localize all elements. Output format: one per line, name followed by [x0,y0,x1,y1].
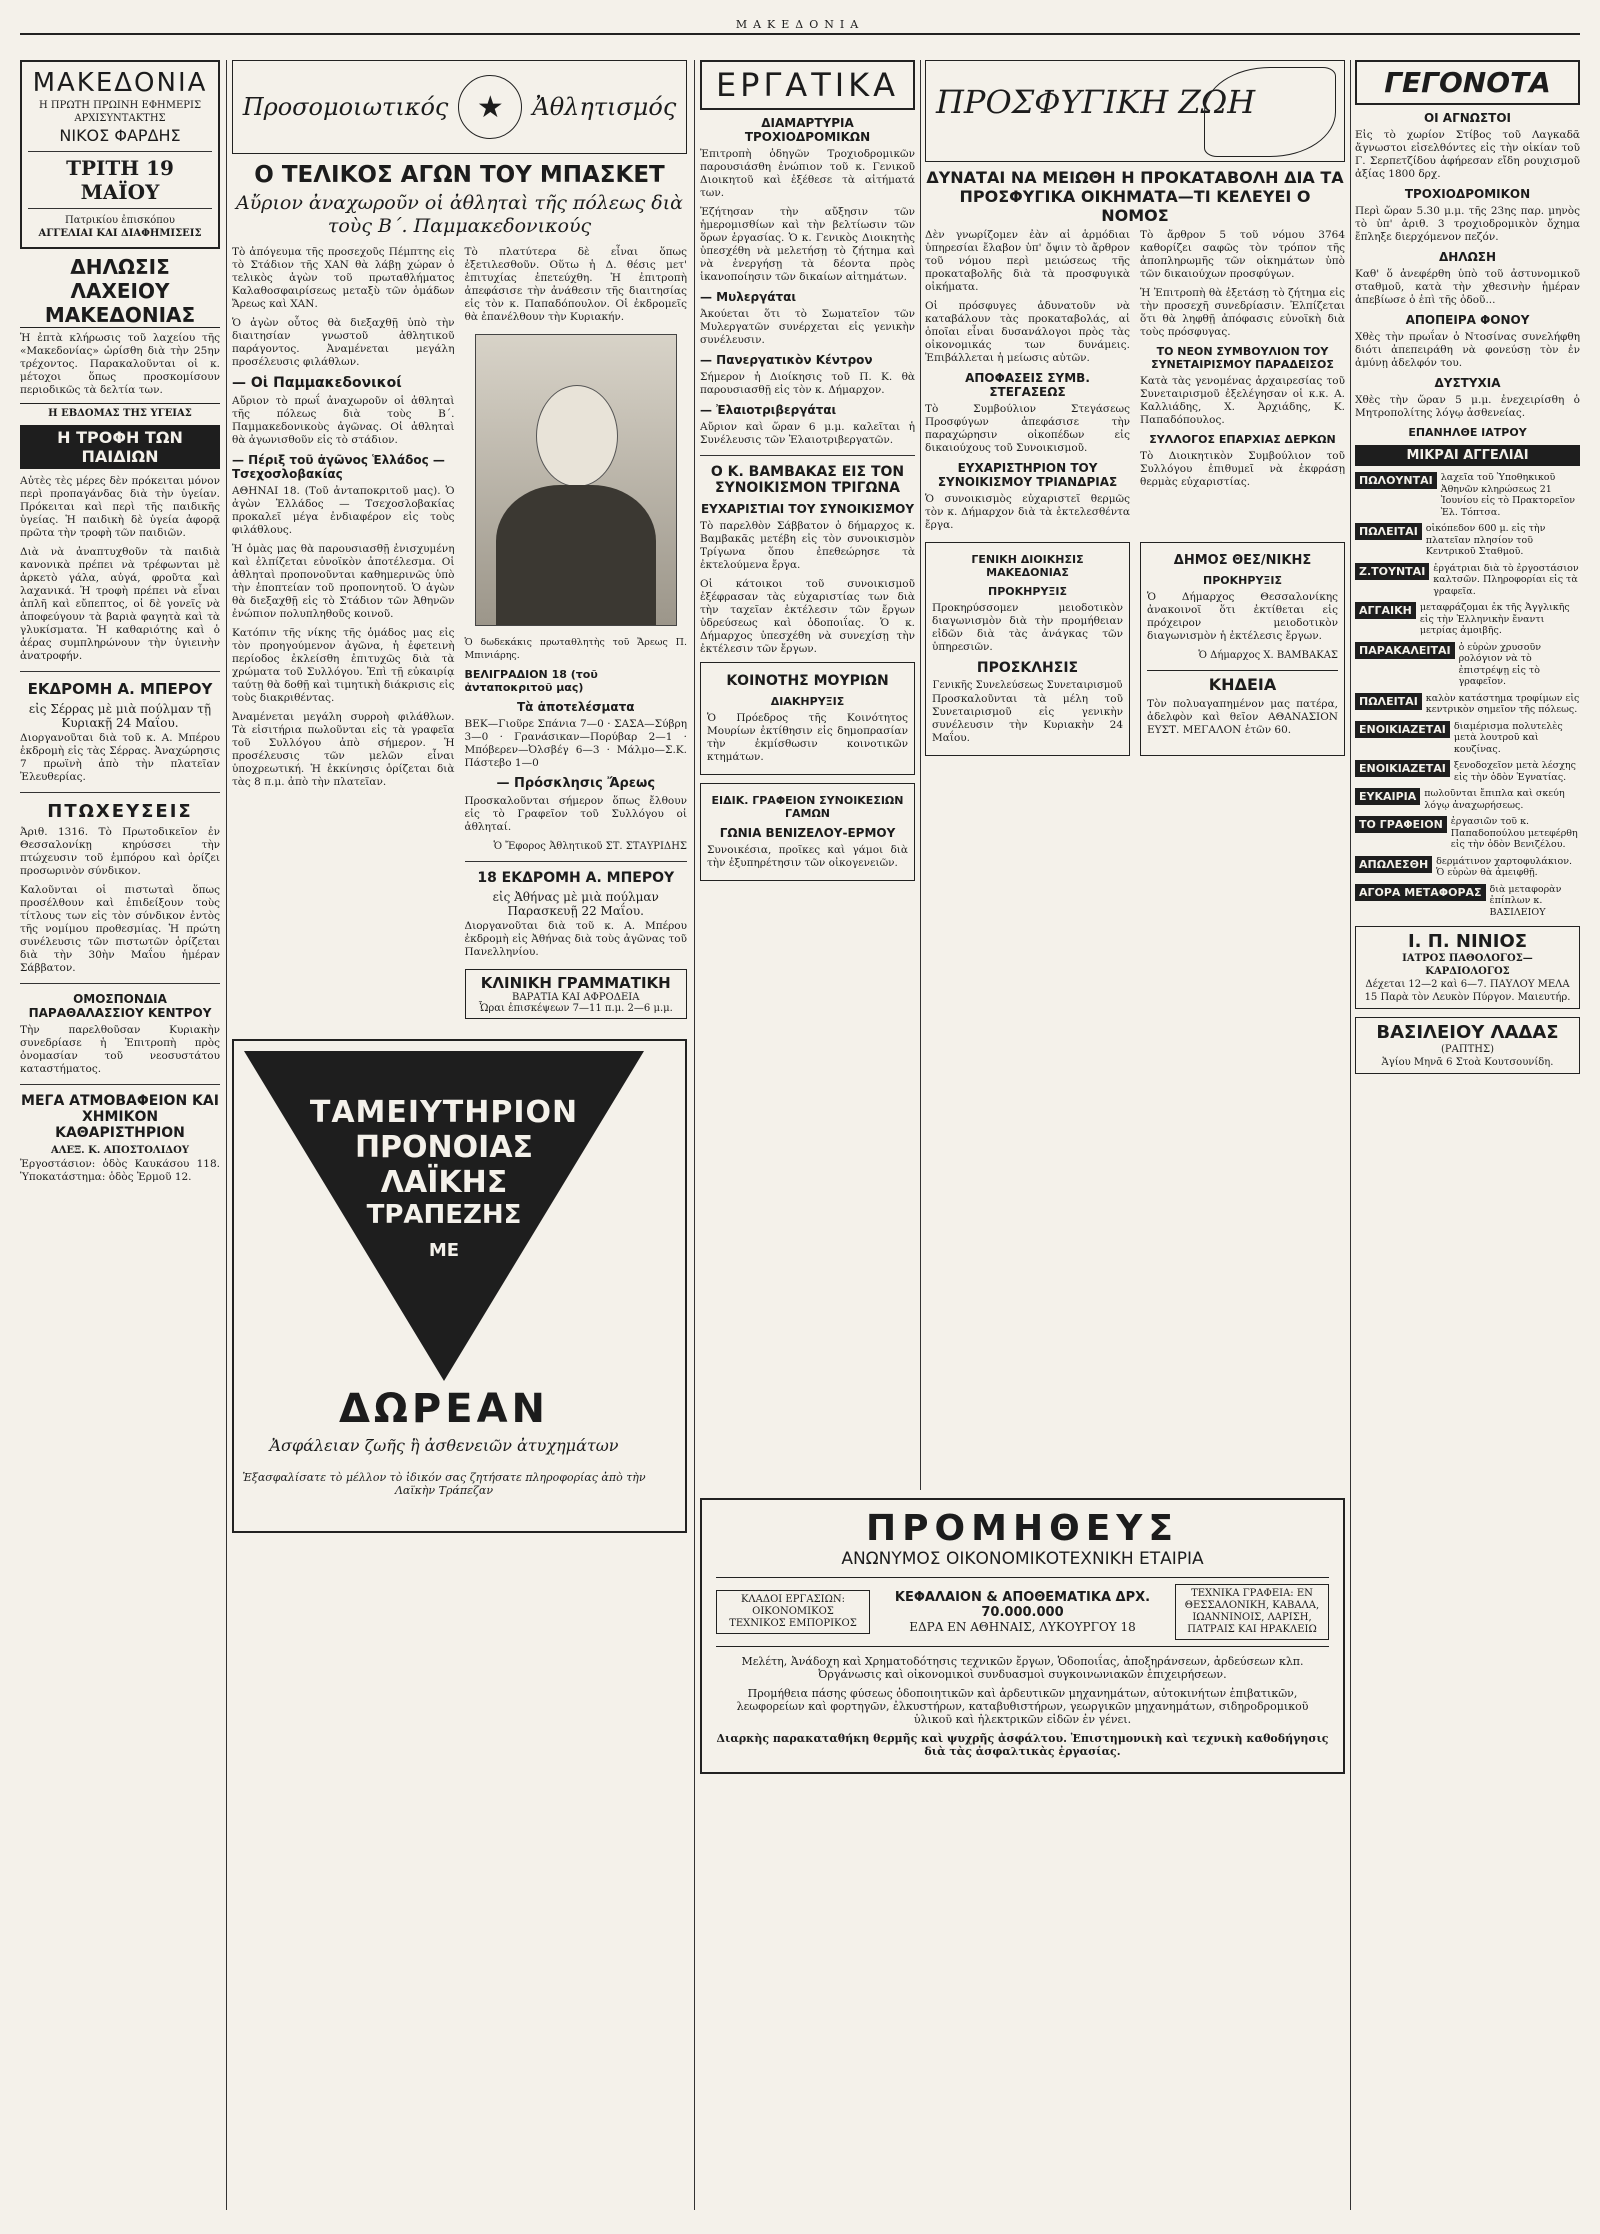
health-title: Η ΤΡΟΦΗ ΤΩΝ ΠΑΙΔΙΩΝ [20,425,220,469]
federation-title: ΟΜΟΣΠΟΝΔΙΑ ΠΑΡΑΘΑΛΑΣΣΙΟΥ ΚΕΝΤΡΟΥ [28,992,212,1020]
thessaloniki-municipality-notice [1140,542,1345,756]
notices-label: ΑΓΓΕΛΙΑΙ ΚΑΙ ΔΙΑΦΗΜΙΣΕΙΣ [38,228,202,239]
hellas-head: — Πέριξ τοῦ ἀγῶνος Ἑλλάδος — Τσεχοσλοβακίας [232,453,445,481]
bank-free-label: ΔΩΡΕΑΝ [338,1386,550,1432]
classified-tag: ΠΩΛΕΙΤΑΙ [1355,693,1422,710]
tailor-name: ΒΑΣΙΛΕΙΟΥ ΛΑΔΑΣ [1376,1022,1559,1043]
masthead-tagline: Η ΠΡΩΤΗ ΠΡΩΙΝΗ ΕΦΗΜΕΡΙΣ [38,100,202,111]
prometheus-text-b: Προμήθεια πάσης φύσεως ὁδοποιητικῶν καὶ ἀρδευτικῶν μηχανημάτων, αὐτοκινήτων ἐπιβατικῶν, λεωφορείων καὶ φορτηγῶν, ἐλκυστήρων, καταβυθιστήρων, γεωργικῶν μηχανημάτων, σιδηροδρομικοῦ ὑλικοῦ καὶ ἠλεκτρικῶν εἰδῶν ἐν γένει. [736,1687,1309,1726]
hellas-text: ΑΘΗΝΑΙ 18. (Τοῦ ἀνταποκριτοῦ μας). Ὁ ἀγὼν Ἑλλάδος — Τσεχοσλοβακίας προκαλεῖ μέγα ἐνδιαφέρον εἰς τοὺς φιλάθλους. [232,485,455,536]
millers-head: — Μυλεργάται [700,290,797,304]
basketball-text-a: Τὸ ἀπόγευμα τῆς προσεχοῦς Πέμπτης εἰς τὸ Στάδιον τῆς ΧΑΝ θὰ λάβῃ χώραν ὁ τελικὸς ἀγὼν τοῦ πρωταθλήματος Καλαθοσφαιρίσεως μεταξὺ τῶν ὁμάδων Ἄρεως καὶ ΧΑΝ. [232,246,455,310]
athlete-photo [475,334,677,626]
tailor-text: Ἁγίου Μηνᾶ 6 Στοὰ Κουτσουνίδη. [1381,1057,1554,1068]
classified-item [1355,721,1580,756]
classified-tag: ΕΥΚΑΙΡΙΑ [1355,788,1420,805]
mayor-signature: Ὁ Δήμαρχος Χ. ΒΑΜΒΑΚΑΣ [1198,650,1338,661]
prometheus-kind: ΑΝΩΝΥΜΟΣ ΟΙΚΟΝΟΜΙΚΟΤΕΧΝΙΚΗ ΕΤΑΙΡΙΑ [841,1549,1204,1569]
mouria-sub: ΔΙΑΚΗΡΥΞΙΣ [770,695,845,708]
doctor-ad [1355,926,1580,1009]
municipality-sub: ΠΡΟΚΗΡΥΞΙΣ [1203,574,1282,587]
basketball-headline: Ο ΤΕΛΙΚΟΣ ΑΓΩΝ ΤΟΥ ΜΠΑΣΚΕΤ [254,162,665,188]
bank-fine-print: Ἐξασφαλίσατε τὸ μέλλον τὸ ἰδικόν σας ζητήσατε πληροφορίας ἀπὸ τὴν Λαϊκὴν Τράπεζαν [242,1471,646,1497]
prometheus-advertisement [700,1498,1345,1774]
classified-item [1355,788,1580,811]
sports-banner-right: Ἀθλητισμός [532,93,677,121]
column-rule [694,60,695,2210]
clinic-hours: Ὧραι ἐπισκέψεων 7—11 π.μ. 2—6 μ.μ. [478,1003,673,1014]
ephoros-signature: Ὁ Ἔφορος Ἀθλητικοῦ ΣΤ. ΣΤΑΥΡΙΔΗΣ [493,841,687,852]
tailor-title: (ΡΑΠΤΗΣ) [1441,1044,1494,1055]
basketball-text-b: Ὁ ἀγὼν οὗτος θὰ διεξαχθῇ ὑπὸ τὴν διαιτησίαν γνωστοῦ ἀθλητικοῦ παράγοντος. Ἀναμένεται μεγάλη προσέλευσις φιλάθλων. [232,317,455,368]
prometheus-fields: ΚΛΑΔΟΙ ΕΡΓΑΣΙΩΝ: ΟΙΚΟΝΟΜΙΚΟΣ ΤΕΧΝΙΚΟΣ ΕΜΠΟΡΙΚΟΣ [716,1590,870,1634]
column-rule [920,60,921,1490]
unknowns-head: ΟΙ ΑΓΝΩΣΤΟΙ [1423,111,1512,125]
column-rule [226,60,227,2210]
classified-item [1355,602,1580,637]
classified-text: καλὸν κατάστημα τροφίμων εἰς κεντρικὸν σημεῖον τῆς πόλεως. [1425,692,1580,715]
classified-text: διαμέρισμα πολυτελὲς μετὰ λουτροῦ καὶ κουζίνας. [1453,720,1563,755]
column-4: ΠΡΟΣΦΥΓΙΚΗ ΖΩΗ ΔΥΝΑΤΑΙ ΝΑ ΜΕΙΩΘΗ Η ΠΡΟΚΑΤΑΒΟΛΗ ΔΙΑ ΤΑ ΠΡΟΣΦΥΓΙΚΑ ΟΙΚΗΜΑΤΑ—ΤΙ ΚΕΛΕΥΕΙ Ο ΝΟΜΟΣ Δὲν γνωρίζομεν ἐὰν αἱ ἁρμόδιαι ὑπηρεσίαι ἔλαβον ὑπ' ὄψιν τὸ ἄρθρον τοῦ νόμου περὶ μειώσεως τῆς προκαταβολῆς διὰ τὰ προσφυγικὰ οἰκήματα. Οἱ πρόσφυγες ἀδυνατοῦν νὰ καταβάλουν τὰς προκαταβολάς, αἱ ὁποῖαι εἶναι δυσανάλογοι πρὸς τὰς οἰκονομικάς των δυνάμεις. Ἐπιβάλλεται ἡ μείωσις αὐτῶν. ΑΠΟΦΑΣΕΙΣ ΣΥΜΒ. ΣΤΕΓΑΣΕΩΣ Τὸ Συμβούλιον Στεγάσεως Προσφύγων ἀπεφάσισε τὴν παραχώρησιν οἰκοπέδων εἰς δικαιούχους τοῦ Συνοικισμοῦ. ΕΥΧΑΡΙΣΤΗΡΙΟΝ ΤΟΥ ΣΥΝΟΙΚΙΣΜΟΥ ΤΡΙΑΝΔΡΙΑΣ Ὁ συνοικισμὸς εὐχαριστεῖ θερμῶς τὸν κ. Δήμαρχον διὰ τὰ ἐκτελεσθέντα ἔργα. Τὸ ἄρθρον 5 τοῦ νόμου 3764 καθορίζει σαφῶς τὸν τρόπον τῆς ἀποπληρωμῆς τῶν οἰκημάτων ὑπὸ τῶν δικαιούχων προσφύγων. Ἡ Ἐπιτροπὴ θὰ ἐξετάσῃ τὸ ζήτημα εἰς τὴν προσεχῆ συνεδρίασιν. Ἐλπίζεται ὅτι θὰ ληφθῇ ἀπόφασις εὐνοϊκὴ διὰ τοὺς πρόσφυγας. ΤΟ ΝΕΟΝ ΣΥΜΒΟΥΛΙΟΝ ΤΟΥ ΣΥΝΕΤΑΙΡΙΣΜΟΥ ΠΑΡΑΔΕΙΣΟΣ Κατὰ τὰς γενομένας ἀρχαιρεσίας τοῦ Συνεταιρισμοῦ ἐξελέγησαν οἱ κ.κ. Α. Καλλιάδης, Χ. Ἀρχιάδης, Κ. Παπαδόπουλος. ΣΥΛΛΟΓΟΣ ΕΠΑΡΧΙΑΣ ΔΕΡΚΩΝ Τὸ Διοικητικὸν Συμβούλιον τοῦ Συλλόγου ἐπιθυμεῖ νὰ ἐκφράσῃ θερμὰς εὐχαριστίας. ΓΕΝΙΚΗ ΔΙΟΙΚΗΣΙΣ ΜΑΚΕΔΟΝΙΑΣ ΠΡΟΚΗΡΥΞΙΣ Προκηρύσσομεν μειοδοτικὸν διαγωνισμὸν διὰ τὴν προμήθειαν εἰδῶν διὰ τὰς ἀνάγκας τῶν ὑπηρεσιῶν. ΠΡΟΣΚΛΗΣΙΣ Γενικῆς Συνελεύσεως Συνεταιρισμοῦ Προσκαλοῦνται τὰ μέλη τοῦ Συνεταιρισμοῦ εἰς γενικὴν συνέλευσιν τὴν Κυριακὴν 24 Μαΐου. ΔΗΜΟΣ ΘΕΣ/ΝΙΚΗΣ ΠΡΟΚΗΡΥΞΙΣ Ὁ Δήμαρχος Θεσσαλονίκης ἀνακοινοῖ ὅτι ἐκτίθεται εἰς πρόχειρον μειοδοτικὸν διαγωνισμὸν ἡ ἐκτέλεσις ἔργων. Ὁ Δήμαρχος Χ. ΒΑΜΒΑΚΑΣ ΚΗΔΕΙΑ Τὸν πολυαγαπημένον μας πατέρα, ἀδελφὸν καὶ θεῖον ΑΘΑΝΑΣΙΟΝ ΕΥΣΤ. ΜΕΓΑΛΟΝ ἐτῶν 60. [925,60,1345,1490]
municipality-title: ΔΗΜΟΣ ΘΕΣ/ΝΙΚΗΣ [1173,553,1312,568]
classified-tag: ΠΩΛΟΥΝΤΑΙ [1355,472,1437,489]
marriage-sub: ΓΩΝΙΑ ΒΕΝΙΖΕΛΟΥ-ΕΡΜΟΥ [719,826,896,840]
housing-decisions-text: Τὸ Συμβούλιον Στεγάσεως Προσφύγων ἀπεφάσισε τὴν παραχώρησιν οἰκοπέδων εἰς δικαιούχους τοῦ Συνοικισμοῦ. [925,403,1130,454]
invitation-text: Προσκαλοῦνται τὰ μέλη τοῦ Συνεταιρισμοῦ εἰς γενικὴν συνέλευσιν τὴν Κυριακὴν 24 Μαΐου. [932,693,1123,744]
classified-tag: Ζ.ΤΟΥΝΤΑΙ [1355,563,1429,580]
mayor-visit-sub: ΕΥΧΑΡΙΣΤΙΑΙ ΤΟΥ ΣΥΝΟΙΚΙΣΜΟΥ [700,502,915,516]
attempted-murder-text: Χθὲς τὴν πρωΐαν ὁ Ντοσίνας συνελήφθη διότι ἀπεπειράθη νὰ φονεύσῃ τὸν ἐν ἀμύνῃ ἀδελφόν του. [1355,331,1580,369]
labour-section-title: ΕΡΓΑΤΙΚΑ [700,60,915,110]
athlete-emblem-icon: ★ [458,75,522,139]
issue-date: ΤΡΙΤΗ 19 ΜΑΪΟΥ [28,151,212,209]
column-5 [1355,60,1580,1074]
excursion2-title: 18 ΕΚΔΡΟΜΗ Α. ΜΠΕΡΟΥ [477,870,675,886]
refugee-text-a: Δὲν γνωρίζομεν ἐὰν αἱ ἁρμόδιαι ὑπηρεσίαι ἔλαβον ὑπ' ὄψιν τὸ ἄρθρον τοῦ νόμου περὶ μειώσεως τῆς προκαταβολῆς διὰ τὰ προσφυγικὰ οἰκήματα. [925,229,1130,293]
mayor-visit-title: Ο Κ. ΒΑΜΒΑΚΑΣ ΕΙΣ ΤΟΝ ΣΥΝΟΙΚΙΣΜΟΝ ΤΡΙΓΩΝΑ [710,464,905,496]
results-text: ΒΕΚ—Γιοῦρε Σπάνια 7—0 · ΣΑΣΑ—Σύβρη 3—0 · Γρανάσικαν—Πορύβαρ 2—1 · Μπόβερεν—Ὀλσβέγ 6—3 · Μάλμο—Σ.Κ. Πάστεβο 1—0 [464,718,687,769]
running-head: ΜΑΚΕΔΟΝΙΑ [20,18,1580,35]
prometheus-text-a: Μελέτη, Ἀνάδοχη καὶ Χρηματοδότησις τεχνικῶν ἔργων, Ὁδοποιΐας, ἀποξηράνσεων, ἀρδεύσεων κλπ. Ὀργάνωσις καὶ οἰκονομικοὶ συνδυασμοὶ συγκοινωνιακῶν ἐπιχειρήσεων. [741,1655,1304,1681]
prometheus-text-c: Διαρκὴς παρακαταθήκη θερμῆς καὶ ψυχρῆς ἀσφάλτου. Ἐπιστημονικὴ καὶ τεχνικὴ καθοδήγησις διὰ τὰς ἀσφαλτικὰς ἐργασίας. [716,1732,1329,1758]
tram-title: ΔΙΑΜΑΡΤΥΡΙΑ ΤΡΟΧΙΟΔΡΟΜΙΚΩΝ [744,116,871,144]
health-text: Αὐτὲς τὲς μέρες δὲν πρόκειται μόνον περὶ προπαγάνδας διὰ τὴν ὑγείαν. Πρόκειται καὶ περὶ τῆς παιδικῆς ὑγείας. Ἡ παιδικὴ δὲ ὑγεία ἀφορᾷ πρῶτα τὴν τροφὴ τῶν παιδιῶν. [20,475,220,539]
misfortune-text: Χθὲς τὴν ὥραν 5 μ.μ. ἐνεχειρίσθη ὁ Μητροπολίτης λόγῳ ἀσθενείας. [1355,394,1580,419]
classifieds-title: ΜΙΚΡΑΙ ΑΓΓΕΛΙΑΙ [1355,445,1580,466]
classified-tag: ΤΟ ΓΡΑΦΕΙΟΝ [1355,816,1447,833]
figure-illustration-icon [1204,67,1336,157]
bank-advertisement [232,1039,687,1533]
sports-banner-left: Προσομοιωτικός [242,93,449,121]
founder-name: ΝΙΚΟΣ ΦΑΡΔΗΣ [59,126,181,145]
bank-line-4: ΤΡΑΠΕΖΗΣ [366,1200,522,1230]
lottery-text: Ἡ ἐπτὰ κλήρωσις τοῦ λαχείου τῆς «Μακεδονίας» ὡρίσθη διὰ τὴν 25ην τρέχοντος. Παρακαλοῦνται οἱ κ. μέτοχοι ὅπως προσκομίσουν περιοδικῶς τὰ δελτία των. [20,332,220,396]
classified-tag: ΠΑΡΑΚΑΛΕΙΤΑΙ [1355,642,1455,659]
classified-tag: ΑΓΓΑΙΚΗ [1355,602,1416,619]
mayor-visit-text: Τὸ παρελθὸν Σάββατον ὁ δήμαρχος κ. Βαμβακᾶς μετέβη εἰς τὸν συνοικισμὸν Τρίγωνα ὅπου ἐπεθεώρησε τὰ ἐκτελούμενα ἔργα. [700,520,915,571]
classifieds-list [1355,472,1580,879]
classified-text: ὁ εὑρὼν χρυσοῦν ρολόγιον νὰ τὸ ἐπιστρέψῃ εἰς τὸ γραφεῖον. [1458,641,1541,687]
classified-text: δερμάτινον χαρτοφυλάκιον. Ὁ εὑρὼν θὰ ἀμειφθῇ. [1436,855,1573,878]
classified-item [1355,563,1580,598]
classified-text: οἰκόπεδον 600 μ. εἰς τὴν πλατεῖαν πλησίον τοῦ Κεντρικοῦ Σταθμοῦ. [1425,523,1546,557]
sports-banner [232,60,687,154]
marriage-title: ΕΙΔΙΚ. ΓΡΑΦΕΙΟΝ ΣΥΝΟΙΚΕΣΙΩΝ ΓΑΜΩΝ [711,794,904,820]
classified-tag: ΠΩΛΕΙΤΑΙ [1355,523,1422,540]
transport-tag: ΑΓΟΡΑ ΜΕΤΑΦΟΡΑΣ [1355,884,1486,901]
excursion-text: Διοργανοῦται διὰ τοῦ κ. Α. Μπέρου ἐκδρομὴ εἰς τὰς Σέρρας. Ἀναχώρησις 7 πρωϊνὴ ἀπὸ τὴν πλατεῖαν Ἐλευθερίας. [20,732,220,783]
trianadria-title: ΕΥΧΑΡΙΣΤΗΡΙΟΝ ΤΟΥ ΣΥΝΟΙΚΙΣΜΟΥ ΤΡΙΑΝΔΡΙΑΣ [937,461,1118,489]
prometheus-capital: ΚΕΦΑΛΑΙΟΝ & ΑΠΟΘΕΜΑΤΙΚΑ ΔΡΧ. 70.000.000 [894,1590,1151,1620]
unknowns-text: Εἰς τὸ χωρίον Στίβος τοῦ Λαγκαδᾶ ἄγνωστοι εἰσελθόντες εἰς τὴν οἰκίαν τοῦ Γ. Σερπετζίδου ἀφήρεσαν εἴδη ρουχισμοῦ ἀξίας 1800 δρχ. [1355,129,1580,180]
health-text-filler: Διὰ νὰ ἀναπτυχθοῦν τὰ παιδιὰ κανονικὰ πρέπει νὰ τρέφωνται μὲ ἀρκετὸ γάλα, αὐγά, φροῦτα καὶ λαχανικά. Ἡ τροφὴ πρέπει νὰ εἶναι ἁπλῆ καὶ εὔπεπτος, οἱ δὲ γονεῖς νὰ ἀποφεύγουν τὰ βαριὰ φαγητὰ καὶ τὰ γλυκίσματα. Ἡ καθαριότης καὶ ὁ ἀέρας συμπληρώνουν τὴν ὑγιεινὴν ἀνατροφήν. [20,546,220,662]
paradeisos-title: ΤΟ ΝΕΟΝ ΣΥΜΒΟΥΛΙΟΝ ΤΟΥ ΣΥΝΕΤΑΙΡΙΣΜΟΥ ΠΑΡΑΔΕΙΣΟΣ [1151,345,1334,371]
pammak-head: — Οἱ Παμμακεδονικοί [232,375,402,391]
funeral-text: Τὸν πολυαγαπημένον μας πατέρα, ἀδελφὸν καὶ θεῖον ΑΘΑΝΑΣΙΟΝ ΕΥΣΤ. ΜΕΓΑΛΟΝ ἐτῶν 60. [1147,698,1338,736]
tailor-ad [1355,1017,1580,1074]
refugee-life-banner [925,60,1345,162]
classified-text: ἐργάτριαι διὰ τὸ ἐργοστάσιον καλτσῶν. Πληροφορίαι εἰς τὰ γραφεῖα. [1433,562,1579,597]
excursion2-text: Διοργανοῦται διὰ τοῦ κ. Α. Μπέρου ἐκδρομὴ εἰς Ἀθήνας διὰ τοὺς ἀγῶνας τοῦ Πανελληνίου. [464,920,687,958]
newspaper-page [20,18,1580,2218]
events-section-title: ΓΕΓΟΝΟΤΑ [1355,60,1580,105]
basketball-subhead: Αὔριον ἀναχωροῦν οἱ ἀθληταὶ τῆς πόλεως διὰ τοὺς Β΄. Παμμακεδονικούς [236,192,683,237]
misfortune-head: ΔΥΣΤΥΧΙΑ [1434,376,1501,390]
column-3: ΕΡΓΑΤΙΚΑ ΔΙΑΜΑΡΤΥΡΙΑ ΤΡΟΧΙΟΔΡΟΜΙΚΩΝ Ἐπιτροπὴ ὁδηγῶν Τροχιοδρομικῶν παρουσιάσθη ἐνώπιον τοῦ κ. Γενικοῦ Διοικητοῦ καὶ ἐξέθεσε τὰ αἰτήματά των. Ἐζήτησαν τὴν αὔξησιν τῶν ἡμερομισθίων καὶ τὴν βελτίωσιν τῶν ὅρων ἐργασίας. Ὁ κ. Γενικὸς Διοικητὴς ὑπεσχέθη νὰ μελετήσῃ τὸ ζήτημα καὶ νὰ ἐνεργήσῃ τὰ δέοντα πρὸς ἱκανοποίησιν τῶν δικαίων αἰτημάτων. — Μυλεργάται Ἀκούεται ὅτι τὸ Σωματεῖον τῶν Μυλεργατῶν συνέρχεται εἰς γενικὴν συνέλευσιν. — Πανεργατικὸν Κέντρον Σήμερον ἡ Διοίκησις τοῦ Π. Κ. θὰ παρουσιασθῇ εἰς τὸν κ. Δήμαρχον. — Ἐλαιοτριβεργάται Αὔριον καὶ ὥραν 6 μ.μ. καλεῖται ἡ Συνέλευσις τῶν Ἐλαιοτριβεργατῶν. Ο Κ. ΒΑΜΒΑΚΑΣ ΕΙΣ ΤΟΝ ΣΥΝΟΙΚΙΣΜΟΝ ΤΡΙΓΩΝΑ ΕΥΧΑΡΙΣΤΙΑΙ ΤΟΥ ΣΥΝΟΙΚΙΣΜΟΥ Τὸ παρελθὸν Σάββατον ὁ δήμαρχος κ. Βαμβακᾶς μετέβη εἰς τὸν συνοικισμὸν Τρίγωνα ὅπου ἐπεθεώρησε τὰ ἐκτελούμενα ἔργα. Οἱ κάτοικοι τοῦ συνοικισμοῦ ἐξέφρασαν τὰς εὐχαριστίας των διὰ τὴν ταχεῖαν ἐκτέλεσιν τῶν ἔργων ὑδρεύσεως καὶ ὁδοποιΐας. Ὁ κ. Δήμαρχος ὑπεσχέθη νὰ συνεχίσῃ τὴν ἐκτέλεσιν τῶν ἔργων. ΚΟΙΝΟΤΗΣ ΜΟΥΡΙΩΝ ΔΙΑΚΗΡΥΞΙΣ Ὁ Πρόεδρος τῆς Κοινότητος Μουρίων ἐκτίθησιν εἰς δημοπρασίαν τὴν ἐκμίσθωσιν κοινοτικῶν κτημάτων. ΕΙΔΙΚ. ΓΡΑΦΕΙΟΝ ΣΥΝΟΙΚΕΣΙΩΝ ΓΑΜΩΝ ΓΩΝΙΑ ΒΕΝΙΖΕΛΟΥ-ΕΡΜΟΥ Συνοικέσια, προῖκες καὶ γάμοι διὰ τὴν ἐξυπηρέτησιν τῶν οἰκογενειῶν. [700,60,915,1490]
lottery-title: ΔΗΛΩΣΙΣ ΛΑΧΕΙΟΥ ΜΑΚΕΔΟΝΙΑΣ [20,255,220,328]
bankruptcies-title: ΠΤΩΧΕΥΣΕΙΣ [47,801,193,822]
classified-tag: ΕΝΟΙΚΙΑΖΕΤΑΙ [1355,721,1450,738]
macedonia-admin-notice [925,542,1130,756]
prometheus-seat: ΕΔΡΑ ΕΝ ΑΘΗΝΑΙΣ, ΛΥΚΟΥΡΓΟΥ 18 [909,1620,1136,1634]
classified-item [1355,642,1580,688]
excursion-title: ΕΚΔΡΟΜΗ Α. ΜΠΕΡΟΥ [27,680,213,698]
masthead-title: ΜΑΚΕΔΟΝΙΑ [32,68,208,98]
clinic-ad [465,969,688,1019]
paradeisos-text: Κατὰ τὰς γενομένας ἀρχαιρεσίας τοῦ Συνεταιρισμοῦ ἐξελέγησαν οἱ κ.κ. Α. Καλλιάδης, Χ. Ἀρχιάδης, Κ. Παπαδόπουλος. [1140,375,1345,426]
classified-tag: ΑΠΩΛΕΣΘΗ [1355,856,1432,873]
marriage-text: Συνοικέσια, προῖκες καὶ γάμοι διὰ τὴν ἐξυπηρέτησιν τῶν οἰκογενειῶν. [707,844,908,869]
dyeworks-title: ΜΕΓΑ ΑΤΜΟΒΑΦΕΙΟΝ ΚΑΙ ΧΗΜΙΚΟΝ ΚΑΘΑΡΙΣΤΗΡΙΟΝ [21,1093,219,1141]
vel-head: ΒΕΛΙΓΡΑΔΙΟΝ 18 (τοῦ ἀνταποκριτοῦ μας) [464,668,598,694]
bank-insurance: Ἀσφάλειαν ζωῆς ἢ ἀσθενειῶν ἀτυχημάτων [269,1436,619,1455]
housing-decisions-title: ΑΠΟΦΑΣΕΙΣ ΣΥΜΒ. ΣΤΕΓΑΣΕΩΣ [965,371,1090,399]
excursion-sub: εἰς Σέρρας μὲ μιὰ πούλμαν τῇ Κυριακῇ 24 Μαΐου. [28,702,212,730]
refugee-headline: ΔΥΝΑΤΑΙ ΝΑ ΜΕΙΩΘΗ Η ΠΡΟΚΑΤΑΒΟΛΗ ΔΙΑ ΤΑ ΠΡΟΣΦΥΓΙΚΑ ΟΙΚΗΜΑΤΑ—ΤΙ ΚΕΛΕΥΕΙ Ο ΝΟΜΟΣ [926,168,1344,225]
health-label: Η ΕΒΔΟΜΑΣ ΤΗΣ ΥΓΕΙΑΣ [20,403,220,419]
saint-day: Πατρικίου ἐπισκόπου [65,215,175,226]
refugee-banner-text: ΠΡΟΣΦΥΓΙΚΗ ΖΩΗ [936,83,1256,121]
tram-accident-head: ΤΡΟΧΙΟΔΡΟΜΙΚΟΝ [1404,187,1531,201]
classified-text: πωλοῦνται ἔπιπλα καὶ σκεύη λόγῳ ἀναχωρήσεως. [1424,788,1565,811]
prometheus-name: ΠΡΟΜΗΘΕΥΣ [866,1508,1179,1549]
classified-item [1355,523,1580,558]
municipality-text: Ὁ Δήμαρχος Θεσσαλονίκης ἀνακοινοῖ ὅτι ἐκτίθεται εἰς πρόχειρον μειοδοτικὸν διαγωνισμὸν ἡ ἐκτέλεσις ἔργων. [1147,591,1338,642]
macedonia-admin-text: Προκηρύσσομεν μειοδοτικὸν διαγωνισμὸν διὰ τὴν προμήθειαν εἰδῶν διὰ τὰς ἀνάγκας τῶν ὑπηρεσιῶν. [932,602,1123,653]
column-1: ΜΑΚΕΔΟΝΙΑ Η ΠΡΩΤΗ ΠΡΩΙΝΗ ΕΦΗΜΕΡΙΣ ΑΡΧΙΣΥΝΤΑΚΤΗΣ ΝΙΚΟΣ ΦΑΡΔΗΣ ΤΡΙΤΗ 19 ΜΑΪΟΥ Πατρικίου ἐπισκόπου ΑΓΓΕΛΙΑΙ ΚΑΙ ΔΙΑΦΗΜΙΣΕΙΣ ΔΗΛΩΣΙΣ ΛΑΧΕΙΟΥ ΜΑΚΕΔΟΝΙΑΣ Ἡ ἐπτὰ κλήρωσις τοῦ λαχείου τῆς «Μακεδονίας» ὡρίσθη διὰ τὴν 25ην τρέχοντος. Παρακαλοῦνται οἱ κ. μέτοχοι ὅπως προσκομίσουν περιοδικῶς τὰ δελτία των. Η ΕΒΔΟΜΑΣ ΤΗΣ ΥΓΕΙΑΣ Η ΤΡΟΦΗ ΤΩΝ ΠΑΙΔΙΩΝ Αὐτὲς τὲς μέρες δὲν πρόκειται μόνον περὶ προπαγάνδας διὰ τὴν ὑγείαν. Πρόκειται καὶ περὶ τῆς παιδικῆς ὑγείας. Ἡ παιδικὴ δὲ ὑγεία ἀφορᾷ πρῶτα τὴν τροφὴ τῶν παιδιῶν. Διὰ νὰ ἀναπτυχθοῦν τὰ παιδιὰ κανονικὰ πρέπει νὰ τρέφωνται μὲ ἀρκετὸ γάλα, αὐγά, φροῦτα καὶ λαχανικά. Ἡ τροφὴ πρέπει νὰ εἶναι ἁπλῆ καὶ εὔπεπτος, οἱ δὲ γονεῖς νὰ ἀποφεύγουν τὰ βαριὰ φαγητὰ καὶ τὰ γλυκίσματα. Ἡ καθαριότης καὶ ὁ ἀέρας συμπληρώνουν τὴν ὑγιεινὴν ἀνατροφήν. ΕΚΔΡΟΜΗ Α. ΜΠΕΡΟΥ εἰς Σέρρας μὲ μιὰ πούλμαν τῇ Κυριακῇ 24 Μαΐου. Διοργανοῦται διὰ τοῦ κ. Α. Μπέρου ἐκδρομὴ εἰς τὰς Σέρρας. Ἀναχώρησις 7 πρωϊνὴ ἀπὸ τὴν πλατεῖαν Ἐλευθερίας. ΠΤΩΧΕΥΣΕΙΣ Ἀριθ. 1316. Τὸ Πρωτοδικεῖον ἐν Θεσσαλονίκῃ κηρύσσει τὴν πτώχευσιν τοῦ ἐμπόρου καὶ ὁρίζει προσωρινὸν σύνδικον. Καλοῦνται οἱ πιστωταὶ ὅπως προσέλθουν καὶ ἐπιδείξουν τοὺς τίτλους των εἰς τὸν σύνδικον ἐντὸς τῆς νομίμου προθεσμίας. Ἡ πρώτη συνέλευσις τῶν πιστωτῶν ὁρίζεται διὰ τὴν 30ὴν Μαΐου ἡμέραν Σάββατον. ΟΜΟΣΠΟΝΔΙΑ ΠΑΡΑΘΑΛΑΣΣΙΟΥ ΚΕΝΤΡΟΥ Τὴν παρελθοῦσαν Κυριακὴν συνεδρίασε ἡ Ἐπιτροπὴ πρὸς ὀνομασίαν τοῦ νεοσυστάτου καταστήματος. ΜΕΓΑ ΑΤΜΟΒΑΦΕΙΟΝ ΚΑΙ ΧΗΜΙΚΟΝ ΚΑΘΑΡΙΣΤΗΡΙΟΝ ΑΛΕΞ. Κ. ΑΠΟΣΤΟΛΙΔΟΥ Ἐργοστάσιον: ὁδὸς Καυκάσου 118. Ὑποκατάστημα: ὁδὸς Ἑρμοῦ 12. [20,60,220,1190]
classified-text: ἐργασιῶν τοῦ κ. Παπαδοπούλου μετεφέρθη εἰς τὴν ὁδὸν Βενιζέλου. [1450,816,1578,850]
classified-tag: ΕΝΟΙΚΙΑΖΕΤΑΙ [1355,760,1450,777]
classified-item [1355,816,1580,851]
declaration-text: Καθ' ὅ ἀνεφέρθη ὑπὸ τοῦ ἀστυνομικοῦ σταθμοῦ, κατὰ τὴν χθεσινὴν ἡμέραν ἀπεβίωσε ὁ ἐπὶ τῆς ὁδοῦ... [1355,268,1580,306]
bank-me: ΜΕ [428,1240,460,1261]
doctor-returned-head: ΕΠΑΝΗΛΘΕ ΙΑΤΡΟΥ [1408,426,1527,439]
macedonia-admin-title: ΓΕΝΙΚΗ ΔΙΟΙΚΗΣΙΣ ΜΑΚΕΔΟΝΙΑΣ [971,553,1084,579]
ares-invite-head: — Πρόσκλησις Ἄρεως [496,776,656,791]
column-rule [1350,60,1351,2210]
classified-item [1355,760,1580,783]
doctor-text: Δέχεται 12—2 καὶ 6—7. ΠΑΥΛΟΥ ΜΕΛΑ 15 Παρὰ τὸν Λευκὸν Πύργον. Μαιευτήρ. [1364,979,1571,1003]
excursion2-sub: εἰς Ἀθήνας μὲ μιὰ πούλμαν Παρασκευῇ 22 Μαΐου. [492,890,659,918]
photo-caption: Ὁ δωδεκάκις πρωταθλητὴς τοῦ Ἄρεως Π. Μπινιάρης. [464,637,687,661]
bankruptcies-text: Ἀριθ. 1316. Τὸ Πρωτοδικεῖον ἐν Θεσσαλονίκῃ κηρύσσει τὴν πτώχευσιν τοῦ ἐμπόρου καὶ ὁρίζει προσωρινὸν σύνδικον. [20,826,220,877]
classified-text: μεταφράζομαι ἐκ τῆς Ἀγγλικῆς εἰς τὴν Ἑλληνικὴν ἔναντι μετρίας ἀμοιβῆς. [1419,602,1570,636]
bank-line-3: ΛΑΪΚΗΣ [380,1165,508,1200]
prometheus-offices: ΤΕΧΝΙΚΑ ΓΡΑΦΕΙΑ: ΕΝ ΘΕΣΣΑΛΟΝΙΚΗ, ΚΑΒΑΛΑ, ΙΩΑΝΝΙΝΟΙΣ, ΛΑΡΙΣΗ, ΠΑΤΡΑΙΣ ΚΑΙ ΗΡΑΚΛΕΙΩ [1175,1584,1329,1640]
marriage-office-ad [700,783,915,881]
funeral-title: ΚΗΔΕΙΑ [1147,670,1338,694]
derkon-text: Τὸ Διοικητικὸν Συμβούλιον τοῦ Συλλόγου ἐπιθυμεῖ νὰ ἐκφράσῃ θερμὰς εὐχαριστίας. [1140,450,1345,488]
labour-centre-text: Σήμερον ἡ Διοίκησις τοῦ Π. Κ. θὰ παρουσιασθῇ εἰς τὸν κ. Δήμαρχον. [700,371,915,396]
mouria-title: ΚΟΙΝΟΤΗΣ ΜΟΥΡΙΩΝ [726,673,889,689]
macedonia-admin-sub: ΠΡΟΚΗΡΥΞΙΣ [988,585,1067,598]
pammak-text: Αὔριον τὸ πρωΐ ἀναχωροῦν οἱ ἀθληταὶ τῆς πόλεως διὰ τοὺς Β΄. Παμμακεδονικοὺς ἀγῶνας. Οἱ ἀθληταὶ θὰ ἀγωνισθοῦν εἰς τὸ στάδιον. [232,395,455,446]
founder-label: ΑΡΧΙΣΥΝΤΑΚΤΗΣ [74,113,166,124]
classified-item [1355,693,1580,716]
olive-workers-head: — Ἐλαιοτριβεργάται [700,403,837,417]
tram-accident-text: Περὶ ὥραν 5.30 μ.μ. τῆς 23ης παρ. μηνὸς τὸ ὑπ' ἀριθ. 3 τροχιοδρομικὸν ὄχημα ἔπληξε διερχόμενον πεζόν. [1355,205,1580,243]
tram-text: Ἐπιτροπὴ ὁδηγῶν Τροχιοδρομικῶν παρουσιάσθη ἐνώπιον τοῦ κ. Γενικοῦ Διοικητοῦ καὶ ἐξέθεσε τὰ αἰτήματά των. [700,148,915,199]
millers-text: Ἀκούεται ὅτι τὸ Σωματεῖον τῶν Μυλεργατῶν συνέρχεται εἰς γενικὴν συνέλευσιν. [700,308,915,346]
dyeworks-owner: ΑΛΕΞ. Κ. ΑΠΟΣΤΟΛΙΔΟΥ [51,1145,189,1156]
ares-invite-text: Προσκαλοῦνται σήμερον ὅπως ἔλθουν εἰς τὸ Γραφεῖον τοῦ Συλλόγου οἱ ἀθληταί. [464,795,687,833]
transport-ad [1355,884,1580,919]
classified-text: λαχεῖα τοῦ Ὑποθηκικοῦ Ἀθηνῶν κληρώσεως 21 Ἰουνίου εἰς τὸ Πρακτορεῖον Ἐλ. Τόπτσα. [1440,472,1576,518]
doctor-name: Ι. Π. ΝΙΝΙΟΣ [1407,931,1528,952]
invitation-sub: Γενικῆς Συνελεύσεως Συνεταιρισμοῦ [932,680,1123,691]
refugee-text-b: Τὸ ἄρθρον 5 τοῦ νόμου 3764 καθορίζει σαφῶς τὸν τρόπον τῆς ἀποπληρωμῆς τῶν οἰκημάτων ὑπὸ τῶν δικαιούχων προσφύγων. [1140,229,1345,280]
labour-centre-head: — Πανεργατικὸν Κέντρον [700,353,873,367]
derkon-title: ΣΥΛΛΟΓΟΣ ΕΠΑΡΧΙΑΣ ΔΕΡΚΩΝ [1149,433,1336,446]
classified-item [1355,472,1580,518]
clinic-title: ΚΛΙΝΙΚΗ ΓΡΑΜΜΑΤΙΚΗ [480,974,671,992]
mouria-notice [700,662,915,775]
attempted-murder-head: ΑΠΟΠΕΙΡΑ ΦΟΝΟΥ [1405,313,1530,327]
mouria-text: Ὁ Πρόεδρος τῆς Κοινότητος Μουρίων ἐκτίθησιν εἰς δημοπρασίαν τὴν ἐκμίσθωσιν κοινοτικῶν κτημάτων. [707,712,908,763]
clinic-sub: ΒΑΡΑΤΙΑ ΚΑΙ ΑΦΡΟΔΕΙΑ [512,992,640,1003]
results-head: Τὰ ἀποτελέσματα [516,700,635,714]
bank-line-2: ΠΡΟΝΟΙΑΣ [354,1130,534,1165]
bank-line-1: ΤΑΜΕΙΥΤΗΡΙΟΝ [309,1095,579,1130]
declaration-head: ΔΗΛΩΣΗ [1438,250,1497,264]
classified-text: ξενοδοχεῖον μετὰ λέσχης εἰς τὴν ὁδὸν Ἑγνατίας. [1453,760,1576,783]
dyeworks-text: Ἐργοστάσιον: ὁδὸς Καυκάσου 118. Ὑποκατάστημα: ὁδὸς Ἑρμοῦ 12. [20,1158,220,1183]
classified-item [1355,856,1580,879]
masthead [20,60,220,249]
federation-text: Τὴν παρελθοῦσαν Κυριακὴν συνεδρίασε ἡ Ἐπιτροπὴ πρὸς ὀνομασίαν τοῦ νεοσυστάτου καταστήματος. [20,1024,220,1075]
invitation-title: ΠΡΟΣΚΛΗΣΙΣ [976,660,1079,676]
transport-text: διὰ μεταφορὰν ἐπίπλων κ. ΒΑΣΙΛΕΙΟΥ [1489,883,1562,918]
olive-workers-text: Αὔριον καὶ ὥραν 6 μ.μ. καλεῖται ἡ Συνέλευσις τῶν Ἐλαιοτριβεργατῶν. [700,421,915,446]
column-2: Προσομοιωτικός ★ Ἀθλητισμός Ο ΤΕΛΙΚΟΣ ΑΓΩΝ ΤΟΥ ΜΠΑΣΚΕΤ Αὔριον ἀναχωροῦν οἱ ἀθληταὶ τῆς πόλεως διὰ τοὺς Β΄. Παμμακεδονικούς Τὸ ἀπόγευμα τῆς προσεχοῦς Πέμπτης εἰς τὸ Στάδιον τῆς ΧΑΝ θὰ λάβῃ χώραν ὁ τελικὸς ἀγὼν τοῦ πρωταθλήματος Καλαθοσφαιρίσεως μεταξὺ τῶν ὁμάδων Ἄρεως καὶ ΧΑΝ. Ὁ ἀγὼν οὗτος θὰ διεξαχθῇ ὑπὸ τὴν διαιτησίαν γνωστοῦ ἀθλητικοῦ παράγοντος. Ἀναμένεται μεγάλη προσέλευσις φιλάθλων. — Οἱ Παμμακεδονικοί Αὔριον τὸ πρωΐ ἀναχωροῦν οἱ ἀθληταὶ τῆς πόλεως διὰ τοὺς Β΄. Παμμακεδονικοὺς ἀγῶνας. Οἱ ἀθληταὶ θὰ ἀγωνισθοῦν εἰς τὸ στάδιον. — Πέριξ τοῦ ἀγῶνος Ἑλλάδος — Τσεχοσλοβακίας ΑΘΗΝΑΙ 18. (Τοῦ ἀνταποκριτοῦ μας). Ὁ ἀγὼν Ἑλλάδος — Τσεχοσλοβακίας προκαλεῖ μέγα ἐνδιαφέρον εἰς τοὺς φιλάθλους. Ἡ ὁμὰς μας θὰ παρουσιασθῇ ἐνισχυμένη καὶ ἐλπίζεται εὐνοϊκὸν ἀποτέλεσμα. Οἱ ἀθληταὶ προπονοῦνται καθημερινῶς ὑπὸ τὴν ἐποπτείαν τοῦ προπονητοῦ. Ὁ ἀγὼν θὰ διεξαχθῇ εἰς τὸ Στάδιον τῶν Ἀθηνῶν ἐνώπιον πολυπληθοῦς κοινοῦ. Κατόπιν τῆς νίκης τῆς ὁμάδος μας εἰς τὸν προηγούμενον ἀγῶνα, ἡ ἐφετεινὴ περίοδος ἐκλείσθη ἐπιτυχῶς διὰ τὰ χρώματα τοῦ Συλλόγου. Ἐπὶ τῇ εὐκαιρίᾳ ταύτῃ θὰ δοθῇ καὶ τιμητικὴ διάκρισις εἰς τοὺς διακριθέντας. Ἀναμένεται μεγάλη συρροὴ φιλάθλων. Τὰ εἰσιτήρια πωλοῦνται εἰς τὰ γραφεῖα τοῦ Συλλόγου ἀπὸ σήμερον. Ἡ προσέλευσις τῶν μελῶν εἶναι ὑποχρεωτική. Ἡ ἐκκίνησις ὁρίζεται διὰ τὰς 8 π.μ. ἀπὸ τὴν πλατεῖαν. Τὸ πλατύτερα δὲ εἶναι ὅπως ἐξετιλεσθοῦν. Οὕτω ἡ Δ. θέσις μετ' ἐπιτυχίας ἐπετεύχθη. Ἡ ἐπιτροπὴ ἀπεφάσισε τὴν ἀνάθεσιν τῆς διαιτησίας εἰς τὸν κ. Παπαδόπουλον. Οἱ ἐκδρομεῖς θὰ ἐπανέλθουν τὴν Κυριακήν. Ὁ δωδεκάκις πρωταθλητὴς τοῦ Ἄρεως Π. Μπινιάρης. ΒΕΛΙΓΡΑΔΙΟΝ 18 (τοῦ ἀνταποκριτοῦ μας) Τὰ ἀποτελέσματα ΒΕΚ—Γιοῦρε Σπάνια 7—0 · ΣΑΣΑ—Σύβρη 3—0 · Γρανάσικαν—Πορύβαρ 2—1 · Μπόβερεν—Ὀλσβέγ 6—3 · Μάλμο—Σ.Κ. Πάστεβο 1—0 — Πρόσκλησις Ἄρεως Προσκαλοῦνται σήμερον ὅπως ἔλθουν εἰς τὸ Γραφεῖον τοῦ Συλλόγου οἱ ἀθληταί. Ὁ Ἔφορος Ἀθλητικοῦ ΣΤ. ΣΤΑΥΡΙΔΗΣ 18 ΕΚΔΡΟΜΗ Α. ΜΠΕΡΟΥ εἰς Ἀθήνας μὲ μιὰ πούλμαν Παρασκευῇ 22 Μαΐου. Διοργανοῦται διὰ τοῦ κ. Α. Μπέρου ἐκδρομὴ εἰς Ἀθήνας διὰ τοὺς ἀγῶνας τοῦ Πανελληνίου. ΚΛΙΝΙΚΗ ΓΡΑΜΜΑΤΙΚΗ ΒΑΡΑΤΙΑ ΚΑΙ ΑΦΡΟΔΕΙΑ Ὧραι ἐπισκέψεων 7—11 π.μ. 2—6 μ.μ. ΤΑΜΕΙΥΤΗΡΙΟΝ ΠΡΟΝΟΙΑΣ ΛΑΪΚΗΣ ΤΡΑΠΕΖΗΣ ΜΕ ΔΩΡΕΑΝ Ἀσφάλειαν ζωῆς ἢ ἀσθενειῶν ἀτυχημάτων Ἐξασφαλίσατε τὸ μέλλον τὸ ἰδικόν σας ζητήσατε πληροφορίας ἀπὸ τὴν Λαϊκὴν Τράπεζαν [232,60,687,1533]
doctor-title: ΙΑΤΡΟΣ ΠΑΘΟΛΟΓΟΣ—ΚΑΡΔΙΟΛΟΓΟΣ [1402,953,1533,977]
